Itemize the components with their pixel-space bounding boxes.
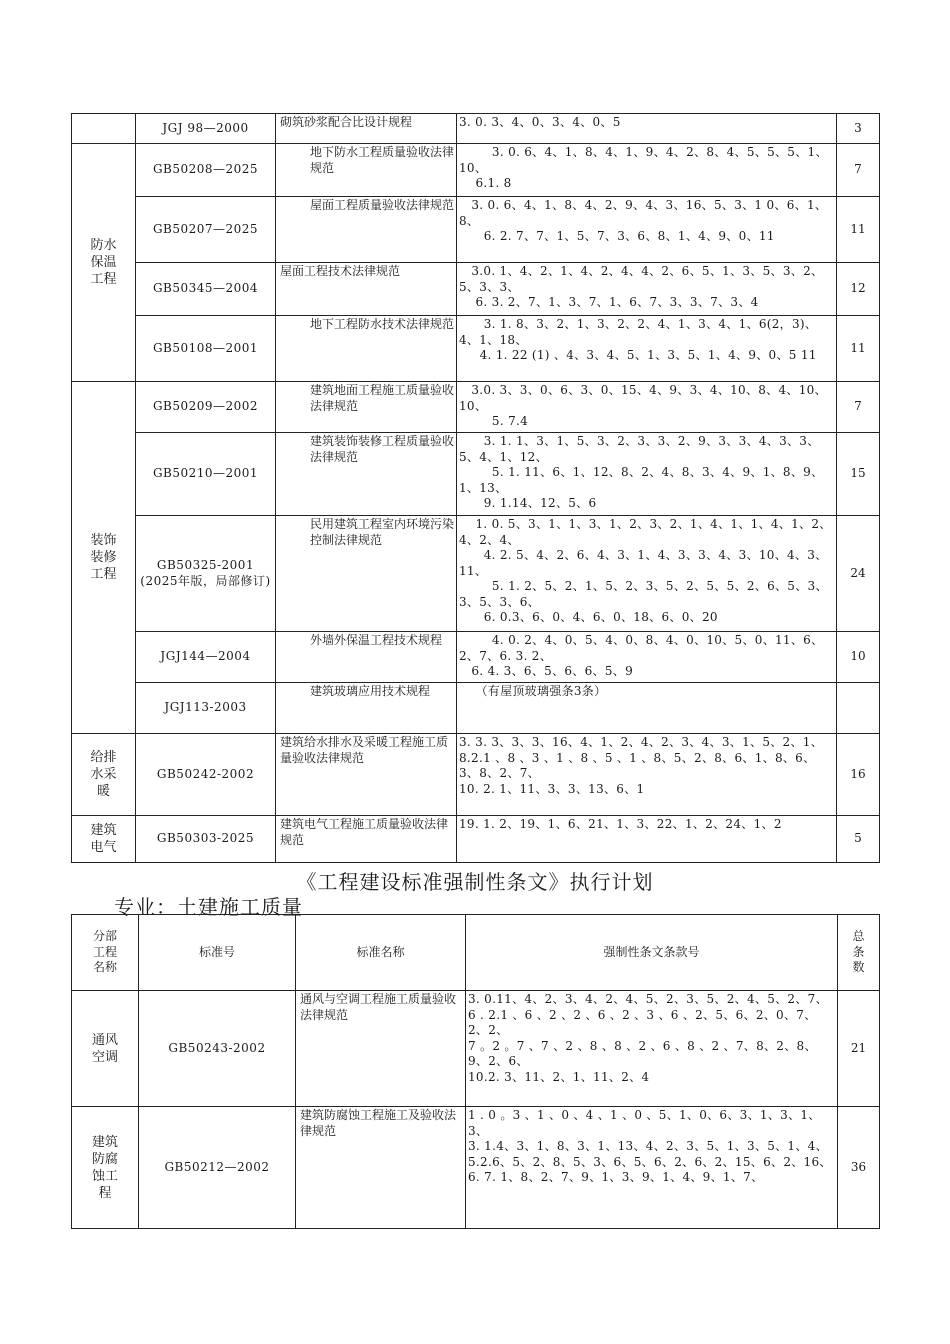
table-row	[72, 816, 880, 863]
header-standard-name: 标准名称	[296, 915, 466, 991]
table-row	[72, 991, 880, 1107]
standard-name: 建筑玻璃应用技术规程	[276, 683, 457, 734]
header-category-label: 分部工程名称	[92, 929, 117, 975]
category-cell	[72, 114, 136, 144]
header-total-label: 总条数	[852, 929, 865, 975]
standard-number: GB50325-2001 (2025年版，局部修订)	[136, 516, 276, 632]
category-label: 建筑防腐蚀工程	[91, 1134, 118, 1201]
clause-numbers: 1. 0. 5、3、1、1、3、1、2、3、2、1、4、1、1、4、1、2、4、2、4、 4. 2. 5、4、2、6、4、3、1、4、3、3、4、3、10、4、3、11、 5. 1. 2、5、2、1、5、2、3、5、2、5、5、2、6、5、3、3、5、3、6、 6. 0.3、6、0、4、6、0、18、6、0、20	[457, 516, 837, 632]
header-category	[72, 915, 139, 991]
table-row	[72, 144, 880, 197]
clause-numbers: 3. 0. 6、4、1、8、4、1、9、4、2、8、4、5、5、5、1、10、 6.1. 8	[457, 144, 837, 197]
standard-name: 建筑防腐蚀工程施工及验收法律规范	[296, 1107, 466, 1229]
table-row	[72, 516, 880, 632]
clause-total: 36	[838, 1107, 880, 1229]
standard-name: 屋面工程质量验收法律规范	[276, 197, 457, 263]
category-cell	[72, 382, 136, 734]
table-row	[72, 263, 880, 316]
standard-number: GB50242-2002	[136, 734, 276, 816]
clause-numbers: （有屋顶玻璃强条3条）	[457, 683, 837, 734]
clause-total: 5	[837, 816, 880, 863]
clause-numbers: 4. 0. 2、4、0、5、4、0、8、4、0、10、5、0、11、6、2、7、6. 3. 2、 6. 4. 3、6、5、6、6、5、9	[457, 632, 837, 683]
standard-number: JGJ113-2003	[136, 683, 276, 734]
table-row	[72, 734, 880, 816]
clause-total: 11	[837, 316, 880, 382]
clause-numbers: 1 . 0 。3 、1 、0 、4 、1 、0 、5、1、0、6、3、1、3、1、3、 3. 1.4、3、1、8、3、1、13、4、2、3、5、1、3、5、1、4、 5.2.6、5、2、8、5、3、6、5、6、2、6、2、15、6、2、16、 6. 7. 1、8、2、7、9、1、3、9、1、4、9、1、7、	[466, 1107, 838, 1229]
document-subtitle: 专业：土建施工质量	[114, 895, 303, 919]
header-standard-number: 标准号	[139, 915, 296, 991]
standard-number: GB50303-2025	[136, 816, 276, 863]
table-row	[72, 382, 880, 433]
standard-number: GB50243-2002	[139, 991, 296, 1107]
clause-total	[837, 683, 880, 734]
standard-name: 民用建筑工程室内环境污染控制法律规范	[276, 516, 457, 632]
category-label: 装饰装修工程	[90, 533, 117, 582]
standard-name: 建筑地面工程施工质量验收法律规范	[276, 382, 457, 433]
standard-name: 建筑电气工程施工质量验收法律规范	[276, 816, 457, 863]
standard-name: 外墙外保温工程技术规程	[276, 632, 457, 683]
standard-number: GB50207—2025	[136, 197, 276, 263]
clause-total: 11	[837, 197, 880, 263]
clause-numbers: 3.0. 3、3、0、6、3、0、15、4、9、3、4、10、8、4、10、10、 5. 7.4	[457, 382, 837, 433]
standard-name: 建筑给水排水及采暖工程施工质量验收法律规范	[276, 734, 457, 816]
category-label: 给排水采暖	[90, 750, 117, 799]
standard-name: 屋面工程技术法律规范	[276, 263, 457, 316]
clause-total: 15	[837, 433, 880, 516]
standard-number: GB50212—2002	[139, 1107, 296, 1229]
standard-number: JGJ 98—2000	[136, 114, 276, 144]
standard-name: 通风与空调工程施工质量验收法律规范	[296, 991, 466, 1107]
table-row	[72, 316, 880, 382]
category-cell	[72, 144, 136, 382]
clause-total: 16	[837, 734, 880, 816]
category-cell	[72, 1107, 139, 1229]
category-cell	[72, 991, 139, 1107]
standard-number: GB50108—2001	[136, 316, 276, 382]
table-row	[72, 433, 880, 516]
clause-numbers: 3. 0. 6、4、1、8、4、2、9、4、3、16、5、3、1 0、6、1、8、 6. 2. 7、7、1、5、7、3、6、8、1、4、9、0、11	[457, 197, 837, 263]
standard-name: 建筑装饰装修工程质量验收法律规范	[276, 433, 457, 516]
standard-number: GB50345—2004	[136, 263, 276, 316]
table-row	[72, 114, 880, 144]
standard-number: GB50208—2025	[136, 144, 276, 197]
header-clause-numbers: 强制性条文条款号	[466, 915, 838, 991]
clause-total: 3	[837, 114, 880, 144]
clause-total: 7	[837, 144, 880, 197]
clause-total: 7	[837, 382, 880, 433]
clause-total: 24	[837, 516, 880, 632]
category-label: 通风空调	[91, 1032, 118, 1065]
standards-table-lower	[71, 914, 880, 1229]
standard-name: 地下工程防水技术法律规范	[276, 316, 457, 382]
clause-numbers: 3. 1. 8、3、2、1、3、2、2、4、1、3、4、1、6(2，3)、4、1、18、 4. 1. 22 (1) 、4、3、4、5、1、3、5、1、4、9、0、5 11	[457, 316, 837, 382]
clause-total: 10	[837, 632, 880, 683]
table-row	[72, 632, 880, 683]
standard-name: 砌筑砂浆配合比设计规程	[276, 114, 457, 144]
standards-table-upper	[71, 113, 880, 863]
clause-numbers: 3. 3. 3、3、3、16、4、1、2、4、2、3、4、3、1、5、2、1、 8.2.1 、8 、3 、1 、8 、5 、1 、8、5、2、8、6、1、8、6、3、8、2、7、 10. 2. 1、11、3、3、13、6、1	[457, 734, 837, 816]
standard-number: GB50209—2002	[136, 382, 276, 433]
category-cell	[72, 816, 136, 863]
clause-numbers: 3.0. 1、4、2、1、4、2、4、4、2、6、5、1、3、5、3、2、5、3、3、 6. 3. 2、7、1、3、7、1、6、7、3、3、7、3、4	[457, 263, 837, 316]
table-header-row	[72, 915, 880, 991]
category-label: 建筑电气	[90, 823, 117, 855]
table-row	[72, 197, 880, 263]
clause-numbers: 3. 0.11、4、2、3、4、2、4、5、2、3、5、2、4、5、2、7、 6 . 2.1 、6 、2 、2 、6 、2 、3 、6 、2、5、6、2、0、7、2、2、 7 。2 。7 、7 、2 、8 、8 、2 、6 、8 、2 、7、8、2、8、9、2、6、 10.2. 3、11、2、1、11、2、4	[466, 991, 838, 1107]
standard-name: 地下防水工程质量验收法律规范	[276, 144, 457, 197]
table-row	[72, 1107, 880, 1229]
category-cell	[72, 734, 136, 816]
header-total	[838, 915, 880, 991]
category-label: 防水保温工程	[90, 238, 117, 287]
document-title: 《工程建设标准强制性条文》执行计划	[296, 870, 654, 894]
clause-numbers: 3. 0. 3、4、0、3、4、0、5	[457, 114, 837, 144]
clause-numbers: 3. 1. 1、3、1、5、3、2、3、3、2、9、3、3、4、3、3、5、4、1、12、 5. 1. 11、6、1、12、8、2、4、8、3、4、9、1、8、9、1、13、 9. 1.14、12、5、6	[457, 433, 837, 516]
table-row	[72, 683, 880, 734]
standard-number: GB50210—2001	[136, 433, 276, 516]
clause-total: 12	[837, 263, 880, 316]
standard-number: JGJ144—2004	[136, 632, 276, 683]
clause-total: 21	[838, 991, 880, 1107]
clause-numbers: 19. 1. 2、19、1、6、21、1、3、22、1、2、24、1、2	[457, 816, 837, 863]
